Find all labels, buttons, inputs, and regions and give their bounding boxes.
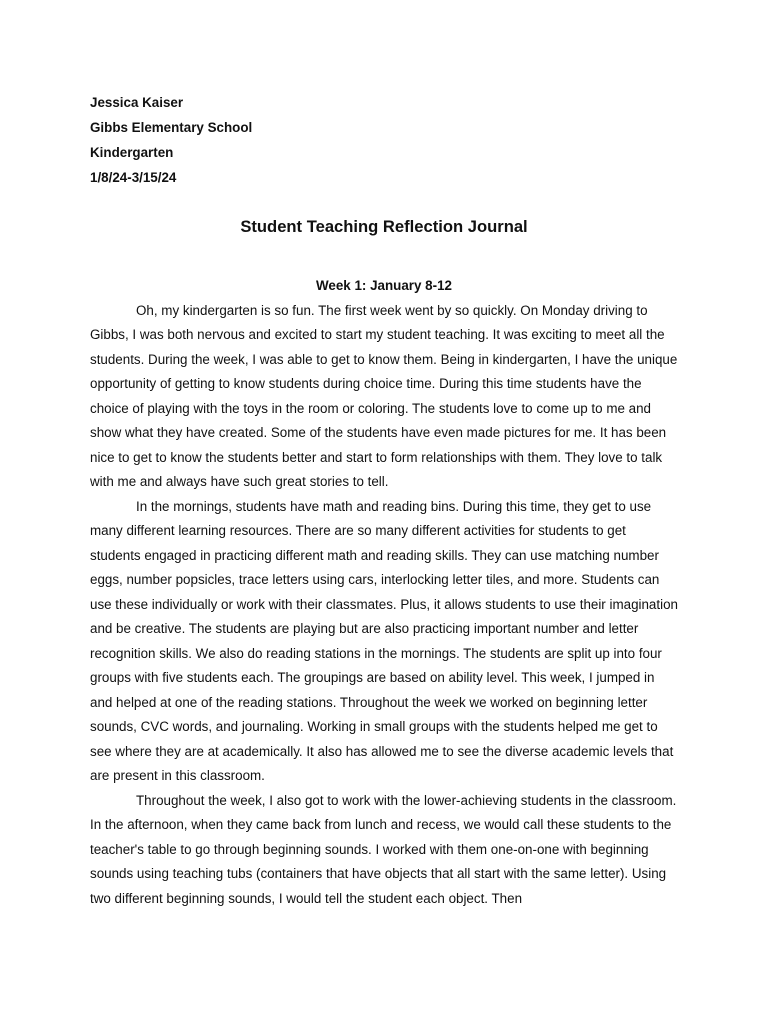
document-title: Student Teaching Reflection Journal [240, 217, 528, 236]
date-range: 1/8/24-3/15/24 [90, 170, 177, 185]
author-name: Jessica Kaiser [90, 95, 184, 110]
author-header [90, 90, 490, 190]
school-name: Gibbs Elementary School [90, 120, 253, 135]
journal-body [90, 274, 678, 911]
paragraph: In the mornings, students have math and reading bins. During this time, they get to use many different learning resources. There are so many different activities for students to get students engaged in practicing different math and reading skills. They can use matching number eggs, number popsicles, trace letters using cars, interlocking letter tiles, and more. Students can use these individually or work with their classmates. Plus, it allows students to use their imagination and be creative. The students are playing but are also practicing important number and letter recognition skills. We also do reading stations in the mornings. The students are split up into four groups with five students each. The groupings are based on ability level. This week, I jumped in and helped at one of the reading stations. Throughout the week we worked on beginning letter sounds, CVC words, and journaling. Working in small groups with the students helped me get to see where they are at academically. It also has allowed me to see the diverse academic levels that are present in this classroom. [90, 498, 678, 783]
grade-level: Kindergarten [90, 145, 174, 160]
week-heading: Week 1: January 8-12 [316, 278, 452, 293]
paragraph: Oh, my kindergarten is so fun. The first week went by so quickly. On Monday driving to Gibbs, I was both nervous and excited to start my student teaching. It was exciting to meet all the students. During the week, I was able to get to know them. Being in kindergarten, I have the unique opportunity of getting to know students during choice time. During this time students have the choice of playing with the toys in the room or coloring. The students love to come up to me and show what they have created. Some of the students have even made pictures for me. It has been nice to get to know the students better and start to form relationships with them. They love to talk with me and always have such great stories to tell. [90, 302, 678, 489]
paragraph: Throughout the week, I also got to work with the lower-achieving students in the classroom. In the afternoon, when they came back from lunch and recess, we would call these students to the teacher's table to go through beginning sounds. I worked with them one-on-one with beginning sounds using teaching tubs (containers that have objects that all start with the same letter). Using two different beginning sounds, I would tell the student each object. Then [90, 792, 677, 906]
